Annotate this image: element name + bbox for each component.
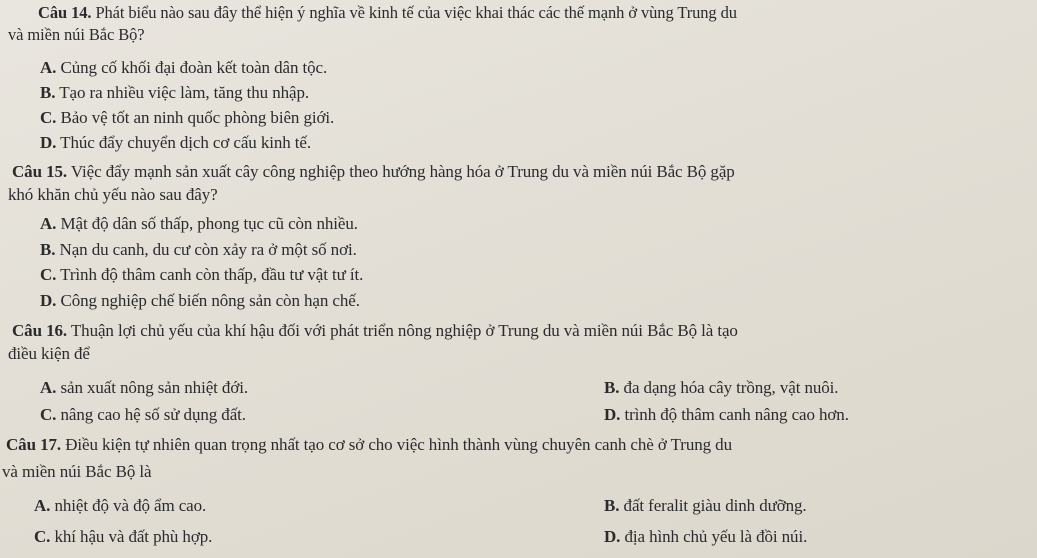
question-17-stem-line-1: Câu 17. Điều kiện tự nhiên quan trọng nhất tạo cơ sở cho việc hình thành vùng chuyên canh chè ở Trung du: [6, 435, 732, 454]
question-14-number: Câu 14.: [38, 3, 92, 22]
question-16-option-b[interactable]: B. đa dạng hóa cây trồng, vật nuôi.: [604, 378, 839, 397]
question-17-option-b[interactable]: B. đất feralit giàu dinh dưỡng.: [604, 496, 807, 515]
question-16-number: Câu 16.: [12, 321, 68, 340]
question-17-option-d[interactable]: D. địa hình chủ yếu là đồi núi.: [604, 527, 808, 546]
question-14-stem-line-1: Câu 14. Phát biểu nào sau đây thể hiện ý nghĩa về kinh tế của việc khai thác các thế mạnh ở vùng Trung du: [38, 3, 737, 22]
question-16-option-c[interactable]: C. nâng cao hệ số sử dụng đất.: [40, 405, 246, 424]
question-15-stem-line-1: Câu 15. Việc đẩy mạnh sản xuất cây công nghiệp theo hướng hàng hóa ở Trung du và miền núi Bắc Bộ gặp: [12, 162, 735, 181]
question-14-option-d[interactable]: D. Thúc đẩy chuyển dịch cơ cấu kinh tế.: [40, 133, 312, 152]
question-17-option-a[interactable]: A. nhiệt độ và độ ẩm cao.: [34, 496, 207, 515]
question-14-stem-line-2: và miền núi Bắc Bộ?: [8, 25, 145, 44]
question-14-option-c[interactable]: C. Bảo vệ tốt an ninh quốc phòng biên giới.: [40, 108, 335, 127]
question-17-option-c[interactable]: C. khí hậu và đất phù hợp.: [34, 527, 213, 546]
question-15-option-b[interactable]: B. Nạn du canh, du cư còn xảy ra ở một số nơi.: [40, 240, 357, 259]
question-17-stem-line-2: và miền núi Bắc Bộ là: [2, 462, 152, 481]
question-16-option-d[interactable]: D. trình độ thâm canh nâng cao hơn.: [604, 405, 849, 424]
question-15-option-a[interactable]: A. Mật độ dân số thấp, phong tục cũ còn nhiều.: [40, 214, 358, 233]
question-16-stem-line-1: Câu 16. Thuận lợi chủ yếu của khí hậu đối với phát triển nông nghiệp ở Trung du và miền núi Bắc Bộ là tạo: [12, 321, 738, 340]
question-14-option-b[interactable]: B. Tạo ra nhiều việc làm, tăng thu nhập.: [40, 83, 310, 102]
question-16-stem-line-2: điều kiện để: [8, 344, 90, 363]
question-15-number: Câu 15.: [12, 162, 68, 181]
question-15-stem-line-2: khó khăn chủ yếu nào sau đây?: [8, 185, 218, 204]
question-15-option-c[interactable]: C. Trình độ thâm canh còn thấp, đầu tư vật tư ít.: [40, 265, 364, 284]
question-17-number: Câu 17.: [6, 435, 62, 454]
question-16-option-a[interactable]: A. sản xuất nông sản nhiệt đới.: [40, 378, 248, 397]
question-15-option-d[interactable]: D. Công nghiệp chế biến nông sản còn hạn chế.: [40, 291, 360, 310]
question-14-option-a[interactable]: A. Củng cố khối đại đoàn kết toàn dân tộc.: [40, 58, 328, 77]
